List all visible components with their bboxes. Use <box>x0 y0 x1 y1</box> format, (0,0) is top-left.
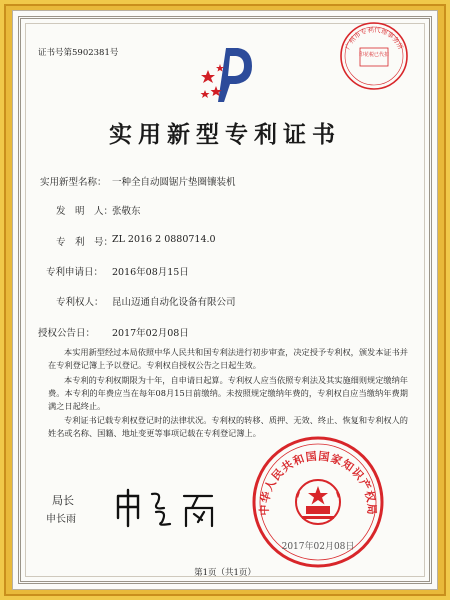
grant-date-value: 2017年02月08日 <box>112 328 189 339</box>
filing-date-value: 2016年08月15日 <box>112 267 189 278</box>
patentee-label: 专利权人： <box>56 297 104 308</box>
utility-name-label: 实用新型名称： <box>40 177 107 188</box>
agency-stamp-text: 广州市专利代理事务所 <box>343 25 405 51</box>
seal-text: 中华人民共和国国家知识产权局 <box>257 449 379 516</box>
utility-name-value: 一种全自动圆锯片垫圈镶装机 <box>112 177 236 188</box>
patentee-value: 昆山迈通自动化设备有限公司 <box>112 297 236 308</box>
patent-number-value: ZL 2016 2 0880714.0 <box>112 234 216 245</box>
agency-stamp <box>338 20 410 92</box>
inventor-value: 张敬东 <box>112 206 141 217</box>
certificate-title: 实用新型专利证书 <box>109 121 341 148</box>
signature-name: 申长雨 <box>46 514 76 525</box>
paragraph-3: 专利证书记载专利权登记时的法律状况。专利权的转移、质押、无效、终止、恢复和专利权人的姓名或名称、国籍、地址变更等事项记载在专利登记簿上。 <box>48 415 408 439</box>
official-seal <box>250 434 386 570</box>
page-footer: 第1页（共1页） <box>194 568 256 578</box>
patent-number-label: 专 利 号： <box>56 237 114 248</box>
national-emblem-icon <box>296 480 340 524</box>
seal-date: 2017年02月08日 <box>281 542 355 552</box>
handwritten-signature <box>112 488 222 528</box>
inventor-label: 发 明 人： <box>56 206 114 217</box>
certificate-number: 证书号第5902381号 <box>38 48 119 58</box>
sipo-logo-icon <box>198 40 258 110</box>
grant-date-label: 授权公告日： <box>38 328 96 339</box>
paragraph-2: 本专利的专利权期限为十年，自申请日起算。专利权人应当依照专利法及其实施细则规定缴纳年费。本专利的年费应当在每年08月15日前缴纳。未按照规定缴纳年费的，专利权自应当缴纳年费期满之日起终止。 <box>48 375 408 412</box>
paragraph-1: 本实用新型经过本局依照中华人民共和国专利法进行初步审查，决定授予专利权，颁发本证书并在专利登记簿上予以登记。专利权自授权公告之日起生效。 <box>48 347 408 371</box>
svg-text:中华人民共和国国家知识产权局 <box>257 449 379 516</box>
agency-stamp-inner: 印花税已代扣 <box>358 52 390 58</box>
filing-date-label: 专利申请日： <box>46 267 104 278</box>
svg-text:广州市专利代理事务所 <box>343 25 406 51</box>
signature-title: 局长 <box>52 494 74 507</box>
